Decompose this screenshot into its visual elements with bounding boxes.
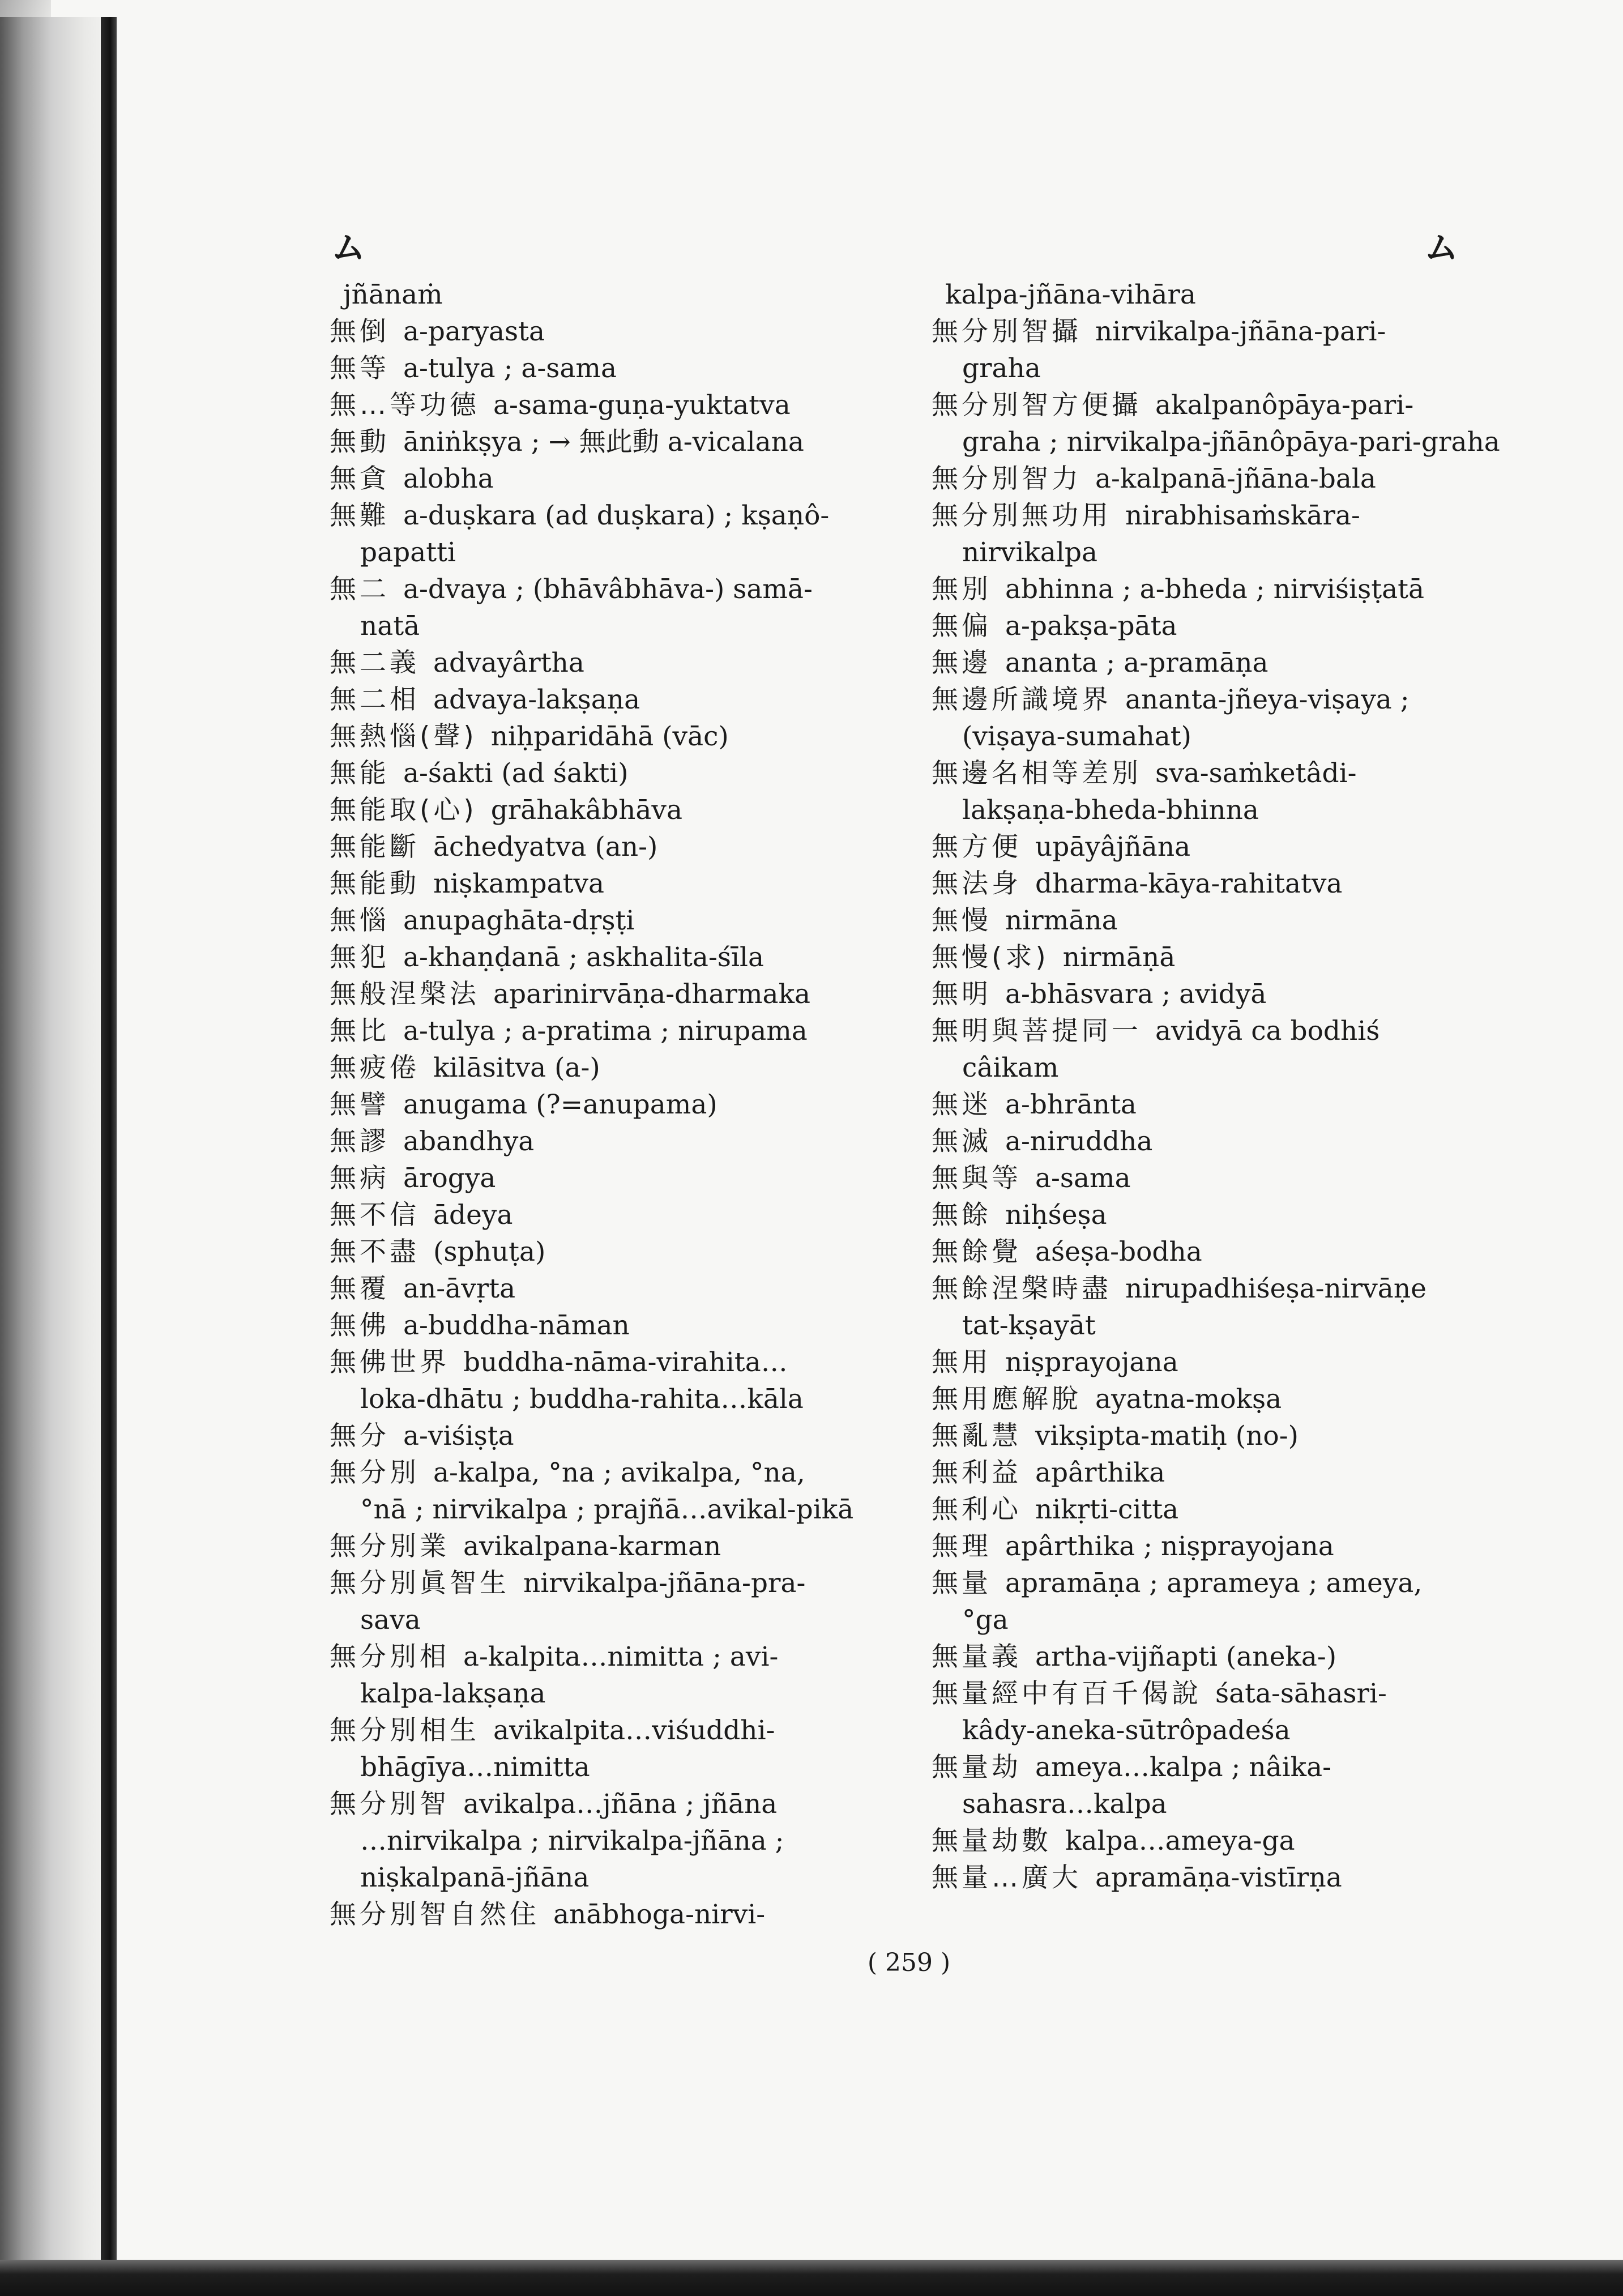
- entry-sanskrit: nirabhisaṁskāra-: [1125, 500, 1360, 531]
- entry-headword: 無分別智: [330, 1789, 450, 1820]
- entry-headword: 無分: [330, 1420, 390, 1452]
- entry-sanskrit: apramāṇa-vistīrṇa: [1095, 1862, 1342, 1893]
- dictionary-entry: [932, 829, 1509, 865]
- dictionary-entry: [932, 1160, 1509, 1197]
- dictionary-entry: [932, 313, 1509, 350]
- dictionary-entry: [330, 1896, 907, 1933]
- entry-sanskrit: kalpa…ameya-ga: [1065, 1825, 1295, 1857]
- entry-headword: 無分別無功用: [932, 500, 1112, 531]
- entry-headword: 無比: [330, 1015, 390, 1047]
- entry-headword: 無不盡: [330, 1236, 420, 1268]
- entry-headword: 無倒: [330, 316, 390, 347]
- entry-sanskrit: a-viśiṣṭa: [403, 1420, 514, 1452]
- entry-headword: 無方便: [932, 831, 1022, 863]
- entry-continuation: natā: [360, 611, 420, 642]
- entry-continuation: graha: [962, 353, 1041, 384]
- dictionary-entry: [932, 1749, 1509, 1786]
- entry-headword: 無利心: [932, 1494, 1022, 1525]
- dictionary-entry: [330, 718, 907, 755]
- entry-sanskrit: avikalpana-karman: [463, 1531, 721, 1562]
- entry-sanskrit: aśeṣa-bodha: [1035, 1236, 1202, 1268]
- entry-headword: 無…等功德: [330, 390, 480, 421]
- right-column: [932, 276, 1509, 1896]
- entry-headword: 無熱惱(聲): [330, 721, 477, 752]
- dictionary-entry: [330, 1712, 907, 1749]
- entry-headword: 無能: [330, 758, 390, 789]
- left-column: [330, 276, 907, 1933]
- entry-headword: 無等: [330, 353, 390, 384]
- dictionary-entry: [330, 313, 907, 350]
- dictionary-entry: [330, 902, 907, 939]
- dictionary-entry: [932, 387, 1509, 424]
- dictionary-entry: [330, 460, 907, 497]
- entry-headword: 無分別業: [330, 1531, 450, 1562]
- entry-headword: 無慢: [932, 905, 992, 936]
- entry-headword: 無能斷: [330, 831, 420, 863]
- entry-sanskrit: a-bhrānta: [1005, 1089, 1137, 1120]
- entry-headword: 無分別相生: [330, 1715, 480, 1746]
- dictionary-entry: [330, 424, 907, 460]
- entry-headword: 無與等: [932, 1163, 1022, 1194]
- entry-sanskrit: nirvikalpa-jñāna-pari-: [1095, 316, 1386, 347]
- entry-headword: 無二相: [330, 684, 420, 715]
- entry-headword: 無二義: [330, 647, 420, 678]
- dictionary-entry: [330, 1197, 907, 1234]
- entry-sanskrit: kilāsitva (a-): [433, 1052, 600, 1083]
- entry-continuation: sahasra…kalpa: [962, 1789, 1167, 1820]
- dictionary-entry: [330, 1565, 907, 1602]
- entry-sanskrit: kalpa-jñāna-vihāra: [945, 279, 1196, 310]
- entry-sanskrit: a-pakṣa-pāta: [1005, 611, 1177, 642]
- entry-sanskrit: a-niruddha: [1005, 1126, 1153, 1157]
- dictionary-entry: [932, 902, 1509, 939]
- entry-sanskrit: nirmāṇā: [1062, 942, 1176, 973]
- dictionary-entry: [330, 1013, 907, 1049]
- dictionary-entry: [932, 1234, 1509, 1270]
- dictionary-entry: [932, 1418, 1509, 1454]
- entry-sanskrit: nirmāna: [1005, 905, 1118, 936]
- entry-sanskrit: buddha-nāma-virahita…: [463, 1347, 788, 1378]
- dictionary-entry: [330, 865, 907, 902]
- entry-headword: 無用: [932, 1347, 992, 1378]
- dictionary-entry: [330, 1418, 907, 1454]
- entry-headword: 無迷: [932, 1089, 992, 1120]
- dictionary-entry: [932, 1381, 1509, 1418]
- entry-headword: 無量劫數: [932, 1825, 1052, 1857]
- entry-continuation: papatti: [360, 537, 456, 568]
- entry-sanskrit: alobha: [403, 463, 494, 494]
- entry-headword: 無分別智力: [932, 463, 1082, 494]
- entry-headword: 無分別智方便攝: [932, 390, 1142, 421]
- dictionary-entry: [330, 1049, 907, 1086]
- entry-headword: 無餘覺: [932, 1236, 1022, 1268]
- entry-sanskrit: a-śakti (ad śakti): [403, 758, 629, 789]
- entry-headword: 無惱: [330, 905, 390, 936]
- entry-sanskrit: a-kalpanā-jñāna-bala: [1095, 463, 1376, 494]
- entry-headword: 無分別: [330, 1457, 420, 1488]
- dictionary-entry: [932, 1454, 1509, 1491]
- entry-sanskrit: avikalpa…jñāna ; jñāna: [463, 1789, 778, 1820]
- dictionary-entry: [330, 1234, 907, 1270]
- dictionary-entry: [932, 1675, 1509, 1712]
- entry-sanskrit: advaya-lakṣaṇa: [433, 684, 640, 715]
- entry-sanskrit: nirvikalpa-jñāna-pra-: [523, 1568, 806, 1599]
- dictionary-entry: [330, 276, 907, 313]
- dictionary-entry: [330, 1454, 907, 1491]
- running-head-left: ム: [331, 228, 365, 268]
- entry-sanskrit: dharma-kāya-rahitatva: [1035, 868, 1343, 899]
- entry-sanskrit: ārogya: [403, 1163, 496, 1194]
- entry-sanskrit: a-kalpita…nimitta ; avi-: [463, 1641, 779, 1672]
- dictionary-entry: [330, 350, 907, 387]
- entry-headword: 無理: [932, 1531, 992, 1562]
- entry-headword: 無亂慧: [932, 1420, 1022, 1452]
- entry-headword: 無量劫: [932, 1752, 1022, 1783]
- entry-sanskrit: ādeya: [433, 1200, 513, 1231]
- entry-sanskrit: upāyâjñāna: [1035, 831, 1191, 863]
- entry-headword: 無謬: [330, 1126, 390, 1157]
- entry-sanskrit: a-sama: [1035, 1163, 1131, 1194]
- entry-continuation: (viṣaya-sumahat): [962, 721, 1192, 752]
- entry-headword: 無量經中有百千偈說: [932, 1678, 1202, 1709]
- entry-sanskrit: niṣprayojana: [1005, 1347, 1178, 1378]
- entry-continuation: kâdy-aneka-sūtrôpadeśa: [962, 1715, 1291, 1746]
- dictionary-entry: [932, 1123, 1509, 1160]
- entry-sanskrit: ayatna-mokṣa: [1095, 1384, 1282, 1415]
- entry-sanskrit: artha-vijñapti (aneka-): [1035, 1641, 1337, 1672]
- dictionary-entry: [330, 1528, 907, 1565]
- dictionary-entry: [932, 497, 1509, 534]
- entry-sanskrit: anugama (?=anupama): [403, 1089, 717, 1120]
- entry-headword: 無般涅槃法: [330, 979, 480, 1010]
- running-head-right: ム: [1424, 228, 1458, 268]
- entry-headword: 無用應解脫: [932, 1384, 1082, 1415]
- entry-headword: 無分別智攝: [932, 316, 1082, 347]
- entry-sanskrit: a-sama-guṇa-yuktatva: [493, 390, 791, 421]
- dictionary-entry: [932, 1270, 1509, 1307]
- entry-headword: 無能取(心): [330, 795, 477, 826]
- entry-headword: 無不信: [330, 1200, 420, 1231]
- entry-continuation: bhāgīya…nimitta: [360, 1752, 590, 1783]
- entry-continuation: °nā ; nirvikalpa ; prajñā…avikal-pikā: [360, 1494, 854, 1525]
- entry-sanskrit: anupaghāta-dṛṣṭi: [403, 905, 635, 936]
- entry-headword: 無能動: [330, 868, 420, 899]
- entry-headword: 無分別眞智生: [330, 1568, 510, 1599]
- entry-sanskrit: āchedyatva (an-): [433, 831, 658, 863]
- entry-sanskrit: akalpanôpāya-pari-: [1155, 390, 1414, 421]
- entry-headword: 無疲倦: [330, 1052, 420, 1083]
- dictionary-entry: [330, 976, 907, 1013]
- entry-sanskrit: a-paryasta: [403, 316, 545, 347]
- entry-continuation: sava: [360, 1604, 421, 1636]
- dictionary-entry: [932, 276, 1509, 313]
- entry-sanskrit: abhinna ; a-bheda ; nirviśiṣṭatā: [1005, 574, 1425, 605]
- dictionary-entry: [330, 681, 907, 718]
- entry-continuation: …nirvikalpa ; nirvikalpa-jñāna ; niṣkalpanā-jñāna: [360, 1825, 784, 1893]
- entry-sanskrit: avidyā ca bodhiś: [1155, 1015, 1380, 1047]
- dictionary-entry: [932, 865, 1509, 902]
- entry-headword: 無犯: [330, 942, 390, 973]
- entry-headword: 無量: [932, 1568, 992, 1599]
- entry-sanskrit: nirupadhiśeṣa-nirvāṇe: [1125, 1273, 1426, 1304]
- entry-headword: 無動: [330, 426, 390, 458]
- dictionary-entry: [932, 976, 1509, 1013]
- entry-headword: 無明與菩提同一: [932, 1015, 1142, 1047]
- entry-sanskrit: nikṛti-citta: [1035, 1494, 1179, 1525]
- entry-headword: 無利益: [932, 1457, 1022, 1488]
- entry-headword: 無難: [330, 500, 390, 531]
- dictionary-entry: [330, 387, 907, 424]
- dictionary-entry: [932, 755, 1509, 792]
- dictionary-entry: [932, 1565, 1509, 1602]
- entry-sanskrit: a-tulya ; a-pratima ; nirupama: [403, 1015, 808, 1047]
- entry-sanskrit: anābhoga-nirvi-: [553, 1899, 766, 1930]
- dictionary-entry: [932, 1823, 1509, 1859]
- entry-sanskrit: ameya…kalpa ; nâika-: [1035, 1752, 1332, 1783]
- dictionary-entry: [330, 571, 907, 608]
- page-number: ( 259 ): [867, 1948, 951, 1977]
- entry-headword: 無佛世界: [330, 1347, 450, 1378]
- dictionary-entry: [330, 497, 907, 534]
- dictionary-entry: [932, 608, 1509, 645]
- entry-headword: 無偏: [932, 611, 992, 642]
- dictionary-entry: [330, 645, 907, 681]
- entry-sanskrit: aparinirvāṇa-dharmaka: [493, 979, 811, 1010]
- book-spine-edge: [101, 17, 117, 2260]
- entry-headword: 無佛: [330, 1310, 390, 1341]
- dictionary-entry: [932, 1197, 1509, 1234]
- dictionary-entry: [330, 1270, 907, 1307]
- entry-headword: 無明: [932, 979, 992, 1010]
- entry-continuation: graha ; nirvikalpa-jñānôpāya-pari-graha: [962, 426, 1500, 458]
- scan-bottom-edge: [0, 2260, 1623, 2296]
- dictionary-entry: [932, 1013, 1509, 1049]
- dictionary-entry: [932, 1638, 1509, 1675]
- entry-headword: 無別: [932, 574, 992, 605]
- entry-sanskrit: a-buddha-nāman: [403, 1310, 630, 1341]
- entry-headword: 無餘: [932, 1200, 992, 1231]
- dictionary-entry: [330, 792, 907, 829]
- dictionary-entry: [330, 1307, 907, 1344]
- dictionary-entry: [932, 571, 1509, 608]
- entry-sanskrit: a-duṣkara (ad duṣkara) ; kṣaṇô-: [403, 500, 830, 531]
- entry-headword: 無分別智自然住: [330, 1899, 540, 1930]
- dictionary-entry: [932, 681, 1509, 718]
- entry-continuation: lakṣaṇa-bheda-bhinna: [962, 795, 1259, 826]
- dictionary-entry: [330, 1638, 907, 1675]
- entry-continuation: loka-dhātu ; buddha-rahita…kāla: [360, 1384, 804, 1415]
- dictionary-entry: [330, 755, 907, 792]
- dictionary-entry: [932, 1344, 1509, 1381]
- entry-headword: 無病: [330, 1163, 390, 1194]
- entry-continuation: °ga: [962, 1604, 1009, 1636]
- entry-headword: 無量…廣大: [932, 1862, 1082, 1893]
- entry-headword: 無法身: [932, 868, 1022, 899]
- entry-sanskrit: a-tulya ; a-sama: [403, 353, 617, 384]
- entry-sanskrit: a-khaṇḍanā ; askhalita-śīla: [403, 942, 764, 973]
- dictionary-entry: [932, 645, 1509, 681]
- entry-sanskrit: niṣkampatva: [433, 868, 605, 899]
- entry-headword: 無餘涅槃時盡: [932, 1273, 1112, 1304]
- entry-sanskrit: śata-sāhasri-: [1215, 1678, 1387, 1709]
- entry-sanskrit: an-āvṛta: [403, 1273, 516, 1304]
- entry-headword: 無邊: [932, 647, 992, 678]
- dictionary-entry: [932, 1859, 1509, 1896]
- entry-sanskrit: advayârtha: [433, 647, 584, 678]
- dictionary-entry: [330, 829, 907, 865]
- entry-continuation: nirvikalpa: [962, 537, 1097, 568]
- dictionary-entry: [330, 939, 907, 976]
- entry-sanskrit: niḥśeṣa: [1005, 1200, 1107, 1231]
- dictionary-entry: [932, 460, 1509, 497]
- entry-continuation: tat-kṣayāt: [962, 1310, 1096, 1341]
- entry-headword: 無譬: [330, 1089, 390, 1120]
- entry-sanskrit: vikṣipta-matiḥ (no-): [1035, 1420, 1299, 1452]
- entry-sanskrit: a-bhāsvara ; avidyā: [1005, 979, 1267, 1010]
- entry-headword: 無二: [330, 574, 390, 605]
- dictionary-entry: [932, 1086, 1509, 1123]
- entry-sanskrit: abandhya: [403, 1126, 535, 1157]
- dictionary-entry: [330, 1160, 907, 1197]
- dictionary-entry: [932, 939, 1509, 976]
- entry-sanskrit: āniṅkṣya ; → 無此動 a-vicalana: [403, 426, 804, 458]
- dictionary-entry: [330, 1086, 907, 1123]
- entry-sanskrit: niḥparidāhā (vāc): [490, 721, 729, 752]
- dictionary-entry: [330, 1786, 907, 1823]
- entry-headword: 無滅: [932, 1126, 992, 1157]
- entry-continuation: kalpa-lakṣaṇa: [360, 1678, 546, 1709]
- entry-sanskrit: apârthika ; niṣprayojana: [1005, 1531, 1334, 1562]
- entry-sanskrit: ananta ; a-pramāṇa: [1005, 647, 1268, 678]
- entry-headword: 無邊所識境界: [932, 684, 1112, 715]
- entry-continuation: câikam: [962, 1052, 1059, 1083]
- entry-headword: 無貪: [330, 463, 390, 494]
- entry-headword: 無覆: [330, 1273, 390, 1304]
- entry-headword: 無量義: [932, 1641, 1022, 1672]
- entry-sanskrit: apârthika: [1035, 1457, 1165, 1488]
- entry-sanskrit: grāhakâbhāva: [490, 795, 683, 826]
- entry-sanskrit: (sphuṭa): [433, 1236, 546, 1268]
- entry-sanskrit: jñānaṁ: [343, 279, 443, 310]
- entry-sanskrit: ananta-jñeya-viṣaya ;: [1125, 684, 1410, 715]
- entry-headword: 無慢(求): [932, 942, 1049, 973]
- entry-sanskrit: a-dvaya ; (bhāvâbhāva-) samā-: [403, 574, 813, 605]
- entry-sanskrit: sva-saṁketâdi-: [1155, 758, 1357, 789]
- entry-sanskrit: apramāṇa ; aprameya ; ameya,: [1005, 1568, 1423, 1599]
- entry-sanskrit: a-kalpa, °na ; avikalpa, °na,: [433, 1457, 805, 1488]
- dictionary-entry: [330, 1123, 907, 1160]
- entry-sanskrit: avikalpita…viśuddhi-: [493, 1715, 775, 1746]
- dictionary-entry: [932, 1491, 1509, 1528]
- dictionary-entry: [932, 1528, 1509, 1565]
- dictionary-entry: [330, 1344, 907, 1381]
- entry-headword: 無邊名相等差別: [932, 758, 1142, 789]
- entry-headword: 無分別相: [330, 1641, 450, 1672]
